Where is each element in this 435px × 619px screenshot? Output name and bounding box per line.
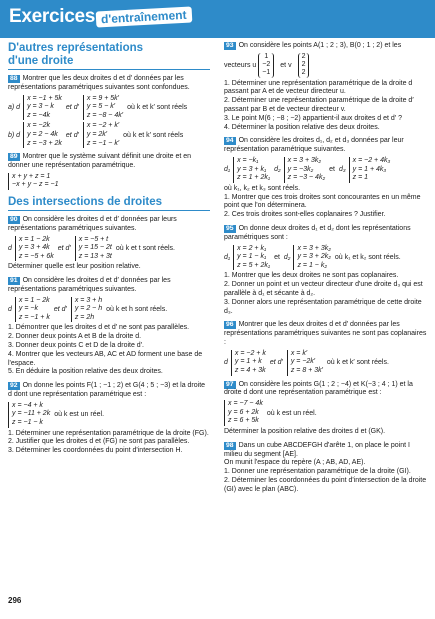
exercise-95: 95 On donne deux droites d₁ et d₂ dont les représentations paramétriques sont : d₁ x = 2 + k₁ y = 1 − k₁ z = 5 + 2k₁ et d₂ x = 3 + 3k₂ y = 3 + 2k₂ z = 1 − k₂ où k₁ et k₂ sont réels. 1. Montrer que les deux droites ne sont pas coplanaires. 2. Donner un point et un vecteur directeur d'une droite d₃ qui est parallèle à d₁ et sécante à d₂. 3. Donner alors une représentation paramétrique de cette droite d₃.	[224, 225, 423, 315]
system-b: b) d x = −2k y = 2 − 4k z = −3 + 2k et d′ x = −2 + k′ y = 2k′ z = −1 − k′ où k et k′ sont réels	[8, 122, 184, 147]
exercise-97: 97 On considère les points G(1 ; 2 ; −4) et K(−3 ; 4 ; 1) et la droite d dont une représentation paramétrique est : x = −7 − 4k y = 6 + 2k z = 6 + 5k où k est un réel. Déterminer la position relative des droites d et (GK).	[224, 380, 413, 435]
exercise-number: 88	[10, 75, 18, 82]
exercise-91: 91 On considère les droites d et d′ données par les représentations paramétriques suivantes. d x = 1 − 2k y = −k z = −1 + k et d′ x = 3 + h y = 2 − h z = 2h où k et h sont réels. 1. Démontrer que les droites d et d′ ne sont pas parallèles. 2. Donner deux points A et B de la droite d. 3. Donner deux points C et D de la droite d′. 4. Montrer que les vecteurs AB, AC et AD forment une base de l'espace. 5. En déduire la position relative des deux droites.	[8, 277, 203, 376]
exercise-89: 89 Montrer que le système suivant définit une droite et en donner une représentation paramétrique. x + y + z = 1 −x + y − z = −1	[8, 153, 192, 189]
exercise-number: 97	[226, 380, 234, 388]
vector-v: 2 2 2	[298, 53, 310, 78]
exercise-number: 95	[226, 225, 234, 233]
section-title: D'autres représentations	[8, 42, 144, 54]
exercise-number: 92	[10, 382, 18, 390]
exercise-number: 89	[10, 153, 18, 161]
exercise-88	[8, 75, 210, 148]
exercise-96: 96 Montrer que les deux droites d et d′ données par les représentations paramétriques suivantes ne sont pas coplanaires : d x = −2 + k y = 1 + k z = 4 + 3k et d′ x = k′ y = −2k′ z = 8 + 3k′ où k et k′ sont réels.	[224, 321, 427, 374]
exercise-number: 96	[226, 321, 234, 329]
section-divider	[8, 69, 210, 70]
exercise-number: 90	[10, 215, 18, 223]
left-column	[8, 42, 210, 456]
exercise-number: 93	[226, 42, 234, 49]
exercise-98: 98 Dans un cube ABCDEFGH d'arête 1, on place le point I milieu du segment [AE]. On munit l'espace du repère (A ; AB, AD, AE). 1. Donner une représentation paramétrique de la droite (GI). 2. Déterminer les coordonnées du point d'intersection de la droite (GI) avec le plan (ABC).	[224, 441, 427, 493]
exercise-number: 98	[226, 441, 234, 449]
page-header	[0, 0, 435, 38]
page-number: 296	[8, 596, 22, 605]
exercise-number: 94	[226, 137, 234, 145]
vector-u: 1 −2 −1	[258, 53, 274, 78]
header-tag: d'entraînement	[96, 7, 192, 28]
exercise-text: Montrer que les deux droites d et d′ données par les représentations paramétriques suivantes sont confondues.	[8, 75, 190, 91]
exercise-93: 93 On considère les points A(1 ; 2 ; 3), B(0 ; 1 ; 2) et les vecteurs u 1 −2 −1 et v 2 2 2 1. Déterminer une représentation paramétrique de la droite d passant par A et de vecteur directeur u. 2. Déterminer une représentation paramétrique de la droite d′ passant par B et de vecteur directeur v. 3. Le point M(6 ; −8 ; −2) appartient-il aux droites d et d′ ? 4. Déterminer la position relative des deux droites.	[224, 42, 414, 131]
section-title-line2: d'une droite	[8, 55, 74, 67]
header-title: Exercices	[9, 6, 96, 27]
exercise-94: 94 On considère les droites d₁, d₂ et d₃ données par leur représentation paramétrique suivantes. d₁ x = −k₁ y = 3 + k₁ z = 1 + 2k₁ d₂ x = 3 + 3k₂ y = −3k₂ z = −3 − 4k₂ et d₃ x = −2 + 4k₃ y = 1 + 4k₃ z = 1 où k₁, k₂ et k₃ sont réels. 1. Montrer que ces trois droites sont concourantes en un même point que l'on déterminera. 2. Ces trois droites sont-elles coplanaires ? Justifier.	[224, 137, 421, 219]
right-column	[224, 42, 429, 495]
section-divider	[8, 210, 210, 211]
exercise-number: 91	[10, 277, 18, 285]
exercise-92: 92 On donne les points F(1 ; −1 ; 2) et G(4 ; 5 ; −3) et la droite d dont une représentation paramétrique est : x = −4 + k y = −11 + 2k z = −1 − k où k est un réel. 1. Déterminer une représentation paramétrique de la droite (FG). 2. Justifier que les droites d et (FG) ne sont pas parallèles. 3. Déterminer les coordonnées du point d'intersection H.	[8, 382, 209, 455]
system-a: a) d x = −1 + 5k y = 3 − k z = −4k et d′ x = 9 + 5k′ y = 5 − k′ z = −8 − 4k′ où k et k′ sont réels	[8, 94, 188, 119]
section-title: Des intersections de droites	[8, 195, 163, 208]
exercise-90: 90 On considère les droites d et d′ données par leurs représentations paramétriques suivantes. d x = 1 − 2k y = 3 + 4k z = −5 + 6k et d′ x = −5 + t y = 15 − 2t z = 13 + 3t où k et t sont réels. Déterminer quelle est leur position relative.	[8, 215, 177, 271]
